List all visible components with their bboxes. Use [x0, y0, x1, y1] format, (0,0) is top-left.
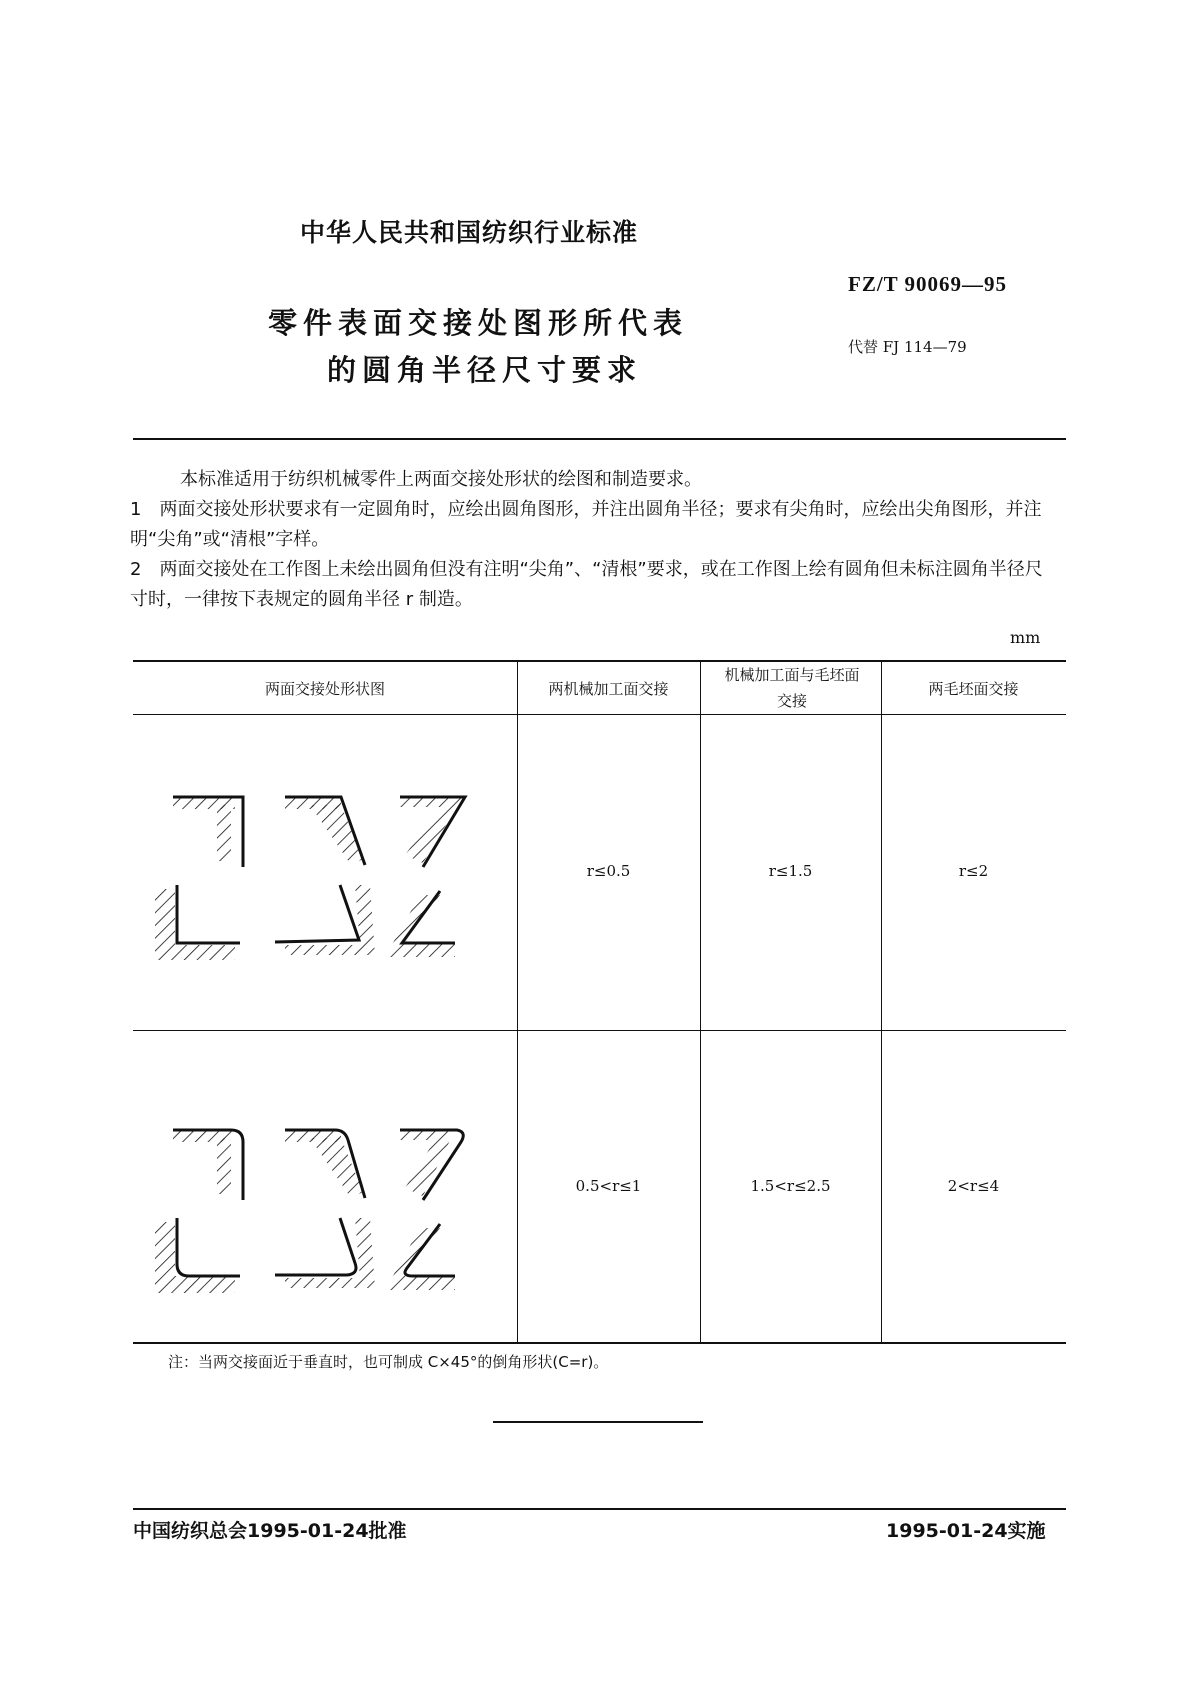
table-col-divider-2	[700, 660, 701, 1343]
row2-machined-blank-value: 1.5<r≤2.5	[750, 1177, 831, 1195]
row2-two-blank-value: 2<r≤4	[947, 1177, 1000, 1195]
intro-paragraph: 本标准适用于纺织机械零件上两面交接处形状的绘图和制造要求。	[180, 469, 702, 490]
row1-machined-blank-value: r≤1.5	[768, 862, 813, 880]
rounded-corner-shapes-figure	[155, 1118, 485, 1318]
standard-code: FZ/T 90069—95	[848, 272, 1008, 296]
approval-date: 中国纺织总会1995-01-24批准	[133, 1520, 407, 1542]
row1-two-machined-value: r≤0.5	[586, 862, 631, 880]
footer-rule	[133, 1508, 1066, 1510]
row2-two-machined-value: 0.5<r≤1	[575, 1177, 642, 1195]
header-shape-figure: 两面交接处形状图	[264, 680, 385, 698]
row1-two-blank-value: r≤2	[958, 862, 989, 880]
clause-1: 1 两面交接处形状要求有一定圆角时，应绘出圆角图形，并注出圆角半径；要求有尖角时，应绘出尖角图形，并注明“尖角”或“清根”字样。	[130, 499, 1042, 550]
table-row-divider	[133, 1030, 1066, 1031]
header-two-blank: 两毛坯面交接	[928, 680, 1019, 698]
table-col-divider-3	[881, 660, 882, 1343]
end-short-rule	[493, 1421, 703, 1423]
issuing-organization: 中华人民共和国纺织行业标准	[300, 218, 639, 247]
header-two-machined: 两机械加工面交接	[548, 680, 669, 698]
replaces-standard: 代替 FJ 114—79	[848, 338, 967, 356]
document-title-line1: 零件表面交接处图形所代表	[268, 306, 689, 340]
sharp-corner-shapes-figure	[155, 785, 485, 985]
clause-2: 2 两面交接处在工作图上未绘出圆角但没有注明“尖角”、“清根”要求，或在工作图上绘有圆角但未标注圆角半径尺寸时，一律按下表规定的圆角半径 r 制造。	[130, 559, 1043, 610]
document-title-line2: 的圆角半径尺寸要求	[327, 353, 643, 387]
header-machined-and-blank: 机械加工面与毛坯面交接	[724, 666, 860, 710]
table-note: 注：当两交接面近于垂直时，也可制成 C×45°的倒角形状(C=r)。	[168, 1353, 609, 1371]
implementation-date: 1995-01-24实施	[886, 1520, 1046, 1542]
unit-label: mm	[1010, 628, 1041, 647]
table-col-divider-1	[517, 660, 518, 1343]
table-header-rule	[133, 714, 1066, 715]
table-top-rule	[133, 660, 1066, 662]
table-bottom-rule	[133, 1342, 1066, 1344]
header-divider	[133, 438, 1066, 440]
